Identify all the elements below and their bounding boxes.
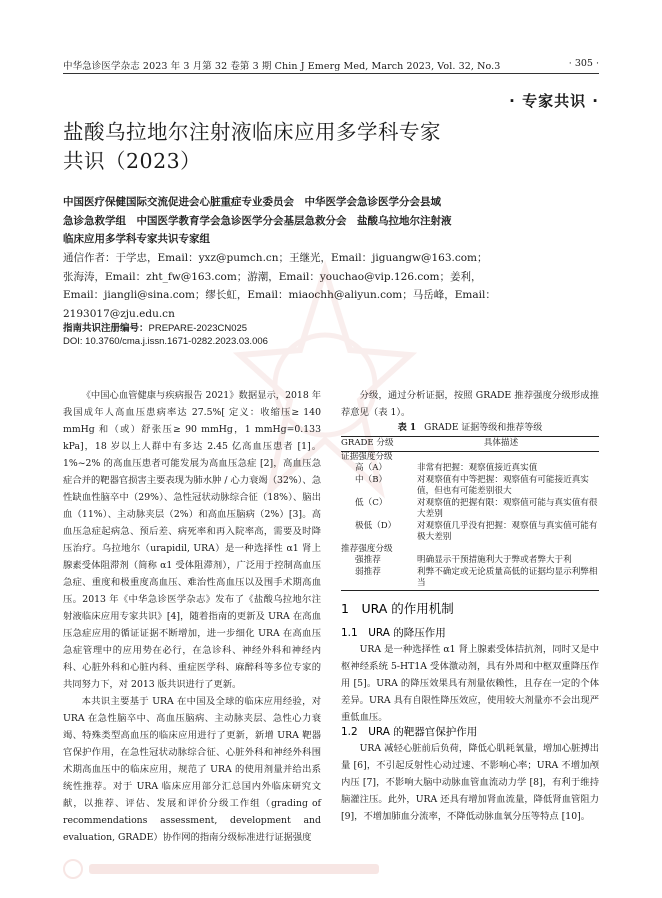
subsection-heading: 1.1 URA 的降压作用 bbox=[341, 627, 446, 639]
author-line: 中国医疗保健国际交流促进会心脏重症专业委员会 中华医学会急诊医学分会县域 bbox=[63, 196, 441, 208]
section-heading: 1 URA 的作用机制 bbox=[341, 601, 454, 616]
table-row bbox=[341, 475, 599, 498]
contact-line: 张海涛，Email：zht_fw@163.com；游潮，Email：youchao@vip.126.com；姜利， bbox=[63, 270, 482, 283]
table-cell-grade: 低（C） bbox=[355, 497, 388, 508]
title-line-2: 共识（2023） bbox=[63, 149, 202, 173]
table-row bbox=[341, 555, 599, 567]
title-line-1: 盐酸乌拉地尔注射液临床应用多学科专家 bbox=[63, 120, 441, 144]
running-header: 中华急诊医学杂志 2023 年 3 月第 32 卷第 3 期 Chin J Emerg Med, March 2023, Vol. 32, No.3 bbox=[63, 61, 501, 72]
table-cell-grade: 强推荐 bbox=[355, 555, 381, 565]
author-groups bbox=[63, 193, 533, 249]
article-title bbox=[63, 118, 533, 176]
contact-line: 通信作者：于学忠，Email：yxz@pumch.cn；王继光，Email：jiguangw@163.com； bbox=[63, 252, 488, 264]
table-header: 具体描述 bbox=[483, 438, 519, 448]
table-row bbox=[341, 463, 599, 475]
table-group-row bbox=[341, 544, 599, 556]
table-cell-desc: 对观察值的把握有限：观察值可能与真实值有很大差别 bbox=[417, 497, 598, 519]
registration-number bbox=[63, 320, 247, 334]
registration-value: PREPARE-2023CN025 bbox=[148, 323, 248, 334]
table-header-row bbox=[341, 436, 599, 452]
right-column-body bbox=[341, 740, 599, 825]
table-row bbox=[341, 567, 599, 591]
page-number: · 305 · bbox=[568, 58, 599, 69]
doi: DOI: 10.3760/cma.j.issn.1671-0282.2023.03.006 bbox=[63, 336, 268, 347]
table-cell-grade: 弱推荐 bbox=[355, 566, 381, 577]
table-group-label: 证据强度分级 bbox=[341, 451, 393, 462]
table-header: GRADE 分级 bbox=[341, 438, 394, 448]
table-cell-desc: 明确显示干预措施利大于弊或者弊大于利 bbox=[417, 555, 572, 565]
author-line: 急诊急救学组 中国医学教育学会急诊医学分会基层急救分会 盐酸乌拉地尔注射液 bbox=[63, 214, 452, 227]
right-column-intro bbox=[341, 387, 599, 421]
body-paragraph: URA 是一种选择性 α1 肾上腺素受体拮抗剂，同时又是中枢神经系统 5-HT1A 受体激动剂，具有外周和中枢双重降压作用 [5]。URA 的降压效果具有剂量依赖性，且存在一定的个体差异。URA 具有自限性降压效应，使用较大剂量亦不会出现严重低血压。 bbox=[341, 644, 599, 723]
table-cell-grade: 中（B） bbox=[355, 474, 388, 485]
table-cell-desc: 利弊不确定或无论质量高低的证据均显示利弊相当 bbox=[417, 566, 598, 588]
header-rule bbox=[63, 73, 599, 74]
table-cell-grade: 高（A） bbox=[355, 463, 387, 473]
table-cell-grade: 极低（D） bbox=[355, 520, 397, 531]
left-column bbox=[63, 387, 321, 846]
subsection-heading: 1.2 URA 的靶器官保护作用 bbox=[341, 726, 478, 738]
table-row bbox=[341, 498, 599, 521]
grade-table bbox=[341, 420, 599, 591]
body-paragraph: 本共识主要基于 URA 在中国及全球的临床应用经验，对 URA 在急性脑卒中、高血压脑病、主动脉夹层、急性心力衰竭、特殊类型高血压的临床应用进行了更新，新增 URA 靶器官保护作用，在急性冠状动脉综合征、心脏外科和神经外科围术期高血压中的临床应用，规范了 URA 的使用剂量并给出系统性推荐。对于 URA 临床应用部分汇总国内外临床研究文献，以推荐、评估、发展和评价分级工作组（grading of recommendations assessment, development and evaluation, GRADE）协作网的指南分级标准进行证据强度 bbox=[63, 696, 321, 843]
table-cell-desc: 对观察值有中等把握：观察值有可能接近真实值，但也有可能差别很大 bbox=[417, 474, 589, 496]
body-paragraph: 分级，通过分析证据，按照 GRADE 推荐强度分级形成推荐意见（表 1）。 bbox=[341, 390, 599, 418]
footer-watermark bbox=[63, 858, 393, 880]
table-cell-desc: 对观察值几乎没有把握：观察值与真实值可能有极大差别 bbox=[417, 520, 598, 542]
contact-line: 2193017@zju.edu.cn bbox=[63, 307, 175, 320]
right-column-body bbox=[341, 641, 599, 726]
author-line: 临床应用多学科专家共识专家组 bbox=[63, 233, 210, 245]
table-caption bbox=[341, 420, 599, 433]
body-paragraph: 《中国心血管健康与疾病报告 2021》数据显示，2018 年我国成年人高血压患病率达 27.5%[ 定义：收缩压≥ 140 mmHg 和（或）舒张压≥ 90 mmHg，1 mmHg=0.133 kPa]，18 岁以上人群中有多达 2.45 亿高血压患者 [1]。1%~2% 的高血压患者可能发展为高血压急症 [2]，高血压急症合并的靶器官损害主要表现为肺水肿 / 心力衰竭（32%）、急性缺血性脑卒中（29%）、急性冠状动脉综合征（18%）、脑出血（11%）、主动脉夹层（2%）和高血压脑病（2%）[3]。高血压急症起病急、预后差、病死率和再入院率高，需要及时降压治疗。乌拉地尔（urapidil, URA）是一种选择性 α1 肾上腺素受体阻滞剂（简称 α1 受体阻滞剂），广泛用于控制高血压急症、重度和极重度高血压、难治性高血压以及围手术期高血压。2013 年《中华急诊医学杂志》发布了《盐酸乌拉地尔注射液临床应用专家共识》[4]，随着指南的更新及 URA 在高血压急症应用的循证证据不断增加，进一步细化 URA 在高血压急症管理中的应用势在必行，在急诊科、神经外科和神经内科、心脏外科和心脏内科、重症医学科、麻醉科等多位专家的共同努力下，对 2013 版共识进行了更新。 bbox=[63, 390, 321, 690]
table-number: 表 1 bbox=[397, 423, 417, 433]
table-group-label: 推荐强度分级 bbox=[341, 543, 393, 554]
registration-label: 指南共识注册编号： bbox=[63, 323, 149, 334]
contact-line: Email：jiangli@sina.com；缪长虹，Email：miaochh@aliyun.com；马岳峰，Email： bbox=[63, 289, 496, 301]
table-row bbox=[341, 521, 599, 544]
table-title: GRADE 证据等级和推荐等级 bbox=[424, 423, 543, 433]
section-tag: · 专家共识 · bbox=[509, 92, 599, 110]
table-group-row bbox=[341, 452, 599, 464]
body-paragraph: URA 减轻心脏前后负荷，降低心肌耗氧量，增加心脏搏出量 [6]，不引起反射性心动过速、不影响心率；URA 不增加颅内压 [7]，不影响大脑中动脉血管血流动力学 [8]，有利于维持脑灌注压。此外，URA 还具有增加肾血流量，降低肾血管阻力 [9]，不增加肺血分流率，不降低动脉血氧分压等特点 [10]。 bbox=[341, 743, 599, 822]
table-cell-desc: 非常有把握：观察值接近真实值 bbox=[417, 463, 538, 473]
